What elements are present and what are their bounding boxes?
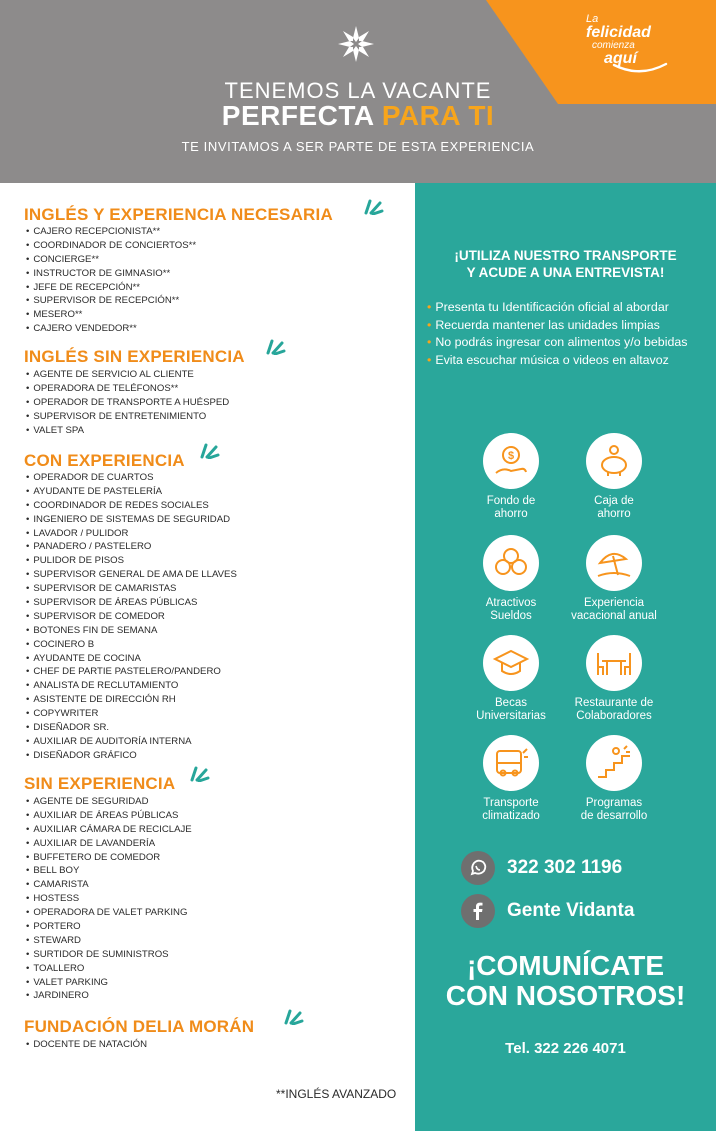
list-item: • INGENIERO DE SISTEMAS DE SEGURIDAD	[26, 513, 237, 527]
benefit-label	[549, 495, 679, 521]
headline-line-2	[0, 100, 716, 132]
tip-item: • Recuerda mantener las unidades limpias	[427, 317, 687, 335]
list-item: • BUFFETERO DE COMEDOR	[26, 851, 192, 865]
tip-item: • No podrás ingresar con alimentos y/o bebidas	[427, 334, 687, 352]
benefit-circle	[586, 433, 642, 489]
benefit-label	[549, 597, 679, 623]
tip-item: • Evita escuchar música o videos en altavoz	[427, 352, 687, 370]
whatsapp-number: 322 302 1196	[507, 857, 623, 878]
list-item: • TOALLERO	[26, 962, 192, 976]
facebook-icon	[461, 894, 495, 928]
list-con-experiencia	[26, 471, 237, 763]
transport-title	[415, 247, 716, 281]
headline-perfecta: PERFECTA	[221, 100, 374, 131]
cta-comunicate	[415, 951, 716, 1011]
header-banner	[0, 0, 716, 183]
benefit-label-line-1: Atractivos	[485, 597, 537, 609]
list-item: • ANALISTA DE RECLUTAMIENTO	[26, 679, 237, 693]
benefit-circle	[483, 735, 539, 791]
benefit-caja-ahorro	[549, 433, 679, 521]
list-item: • COPYWRITER	[26, 707, 237, 721]
list-item: • OPERADORA DE TELÉFONOS**	[26, 382, 229, 396]
list-item: • COORDINADOR DE CONCIERTOS**	[26, 239, 196, 253]
stairs-growth-icon	[594, 743, 634, 783]
bus-icon	[491, 743, 531, 783]
section-title-fundacion: FUNDACIÓN DELIA MORÁN	[24, 1017, 255, 1036]
cta-line-2: CON NOSOTROS!	[445, 980, 686, 1011]
coins-icon	[491, 543, 531, 583]
transport-title-line-1: ¡UTILIZA NUESTRO TRANSPORTE	[454, 248, 677, 263]
list-item: • OPERADOR DE TRANSPORTE A HUÉSPED	[26, 396, 229, 410]
facebook-contact[interactable]	[461, 894, 634, 928]
benefit-label-line-1: Caja de	[594, 495, 634, 507]
transport-tips	[427, 299, 687, 369]
list-item: • DISEÑADOR SR.	[26, 721, 237, 735]
benefit-label-line-2: ahorro	[597, 508, 631, 520]
list-item: • CHEF DE PARTIE PASTELERO/PANDERO	[26, 665, 237, 679]
benefit-label-line-2: Sueldos	[490, 610, 532, 622]
footnote-ingles-avanzado: **INGLÉS AVANZADO	[276, 1087, 397, 1101]
list-item: • PULIDOR DE PISOS	[26, 554, 237, 568]
slogan-word-2: felicidad	[586, 24, 651, 41]
list-item: • DOCENTE DE NATACIÓN	[26, 1038, 147, 1052]
list-sin-experiencia	[26, 795, 192, 1003]
dining-table-icon	[594, 643, 634, 683]
list-item: • PORTERO	[26, 920, 192, 934]
section-title-ingles-sin-experiencia: INGLÉS SIN EXPERIENCIA	[24, 347, 245, 366]
list-item: • OPERADOR DE CUARTOS	[26, 471, 237, 485]
list-item: • JARDINERO	[26, 989, 192, 1003]
list-item: • AGENTE DE SERVICIO AL CLIENTE	[26, 368, 229, 382]
benefit-label-line-1: Restaurante de	[574, 697, 654, 709]
benefit-circle	[483, 433, 539, 489]
slogan-felicidad	[586, 14, 651, 67]
section-title-sin-experiencia: SIN EXPERIENCIA	[24, 774, 176, 793]
list-item: • ASISTENTE DE DIRECCIÓN RH	[26, 693, 237, 707]
benefit-programas	[549, 735, 679, 823]
list-item: • LAVADOR / PULIDOR	[26, 527, 237, 541]
benefit-circle	[483, 635, 539, 691]
list-item: • SUPERVISOR GENERAL DE AMA DE LLAVES	[26, 568, 237, 582]
benefit-label	[549, 797, 679, 823]
list-item: • CONCIERGE**	[26, 253, 196, 267]
list-ingles-sin-experiencia	[26, 368, 229, 437]
benefit-label-line-2: Universitarias	[476, 710, 546, 722]
smile-swoosh-icon	[612, 62, 668, 76]
transport-title-line-2: Y ACUDE A UNA ENTREVISTA!	[466, 265, 665, 280]
facebook-page: Gente Vidanta	[507, 900, 635, 921]
beach-umbrella-icon	[594, 543, 634, 583]
benefit-label-line-1: Experiencia	[583, 597, 645, 609]
benefit-label-line-2: vacacional anual	[571, 610, 657, 622]
list-item: • SUPERVISOR DE CAMARISTAS	[26, 582, 237, 596]
list-item: • DISEÑADOR GRÁFICO	[26, 749, 237, 763]
benefit-vacacional	[549, 535, 679, 623]
list-item: • INSTRUCTOR DE GIMNASIO**	[26, 267, 196, 281]
headline-invitation: TE INVITAMOS A SER PARTE DE ESTA EXPERIENCIA	[181, 139, 535, 154]
benefit-label	[549, 697, 679, 723]
list-item: • AYUDANTE DE PASTELERÍA	[26, 485, 237, 499]
benefit-circle	[586, 535, 642, 591]
list-item: • VALET PARKING	[26, 976, 192, 990]
section-title-con-experiencia: CON EXPERIENCIA	[24, 451, 185, 470]
list-item: • SUPERVISOR DE COMEDOR	[26, 610, 237, 624]
benefit-label-line-2: ahorro	[494, 508, 528, 520]
list-item: • CAJERO VENDEDOR**	[26, 322, 196, 336]
svg-text:$: $	[507, 450, 515, 462]
slogan-word-4: aquí	[604, 50, 637, 67]
piggy-bank-icon	[594, 441, 634, 481]
benefit-circle	[483, 535, 539, 591]
list-item: • COCINERO B	[26, 638, 237, 652]
flower-logo-icon	[334, 22, 378, 66]
benefit-label-line-1: Becas	[495, 697, 527, 709]
list-item: • HOSTESS	[26, 892, 192, 906]
list-item: • AUXILIAR CÁMARA DE RECICLAJE	[26, 823, 192, 837]
list-item: • STEWARD	[26, 934, 192, 948]
list-item: • MESERO**	[26, 308, 196, 322]
list-item: • CAMARISTA	[26, 878, 192, 892]
hand-coin-icon	[491, 441, 531, 481]
list-item: • JEFE DE RECEPCIÓN**	[26, 281, 196, 295]
slogan-word-3: comienza	[592, 40, 635, 51]
benefit-circle	[586, 735, 642, 791]
whatsapp-contact[interactable]	[461, 851, 622, 885]
list-ingles-experiencia	[26, 225, 196, 336]
sparkle-icon	[362, 195, 384, 215]
benefit-label-line-2: climatizado	[482, 810, 540, 822]
benefit-circle	[586, 635, 642, 691]
list-item: • COORDINADOR DE REDES SOCIALES	[26, 499, 237, 513]
sparkle-icon	[264, 335, 286, 355]
vacancies-column	[0, 183, 415, 1131]
graduation-cap-icon	[491, 643, 531, 683]
benefit-label-line-2: Colaboradores	[576, 710, 652, 722]
list-item: • AUXILIAR DE LAVANDERÍA	[26, 837, 192, 851]
list-item: • SURTIDOR DE SUMINISTROS	[26, 948, 192, 962]
list-item: • CAJERO RECEPCIONISTA**	[26, 225, 196, 239]
section-title-ingles-experiencia: INGLÉS Y EXPERIENCIA NECESARIA	[24, 205, 333, 224]
list-item: • AUXILIAR DE ÁREAS PÚBLICAS	[26, 809, 192, 823]
whatsapp-icon	[461, 851, 495, 885]
list-item: • PANADERO / PASTELERO	[26, 540, 237, 554]
list-item: • AUXILIAR DE AUDITORÍA INTERNA	[26, 735, 237, 749]
tip-item: • Presenta tu Identificación oficial al abordar	[427, 299, 687, 317]
benefit-label-line-1: Fondo de	[486, 495, 536, 507]
headline-para-ti: PARA TI	[381, 100, 495, 131]
sparkle-icon	[188, 762, 210, 782]
list-item: • VALET SPA	[26, 424, 229, 438]
headline-line-1: TENEMOS LA VACANTE	[224, 78, 492, 103]
slogan-word-1: La	[586, 13, 599, 25]
list-item: • SUPERVISOR DE ÁREAS PÚBLICAS	[26, 596, 237, 610]
benefit-label-line-2: de desarrollo	[580, 810, 648, 822]
list-item: • SUPERVISOR DE RECEPCIÓN**	[26, 294, 196, 308]
list-item: • BOTONES FIN DE SEMANA	[26, 624, 237, 638]
sparkle-icon	[198, 439, 220, 459]
sparkle-icon	[282, 1005, 304, 1025]
list-item: • AGENTE DE SEGURIDAD	[26, 795, 192, 809]
phone-number: Tel. 322 226 4071	[505, 1040, 626, 1057]
list-fundacion	[26, 1038, 147, 1052]
cta-line-1: ¡COMUNÍCATE	[466, 950, 664, 981]
list-item: • OPERADORA DE VALET PARKING	[26, 906, 192, 920]
list-item: • BELL BOY	[26, 864, 192, 878]
benefit-label-line-1: Transporte	[483, 797, 539, 809]
list-item: • SUPERVISOR DE ENTRETENIMIENTO	[26, 410, 229, 424]
benefit-restaurante	[549, 635, 679, 723]
list-item: • AYUDANTE DE COCINA	[26, 652, 237, 666]
benefit-label-line-1: Programas	[585, 797, 643, 809]
benefits-column	[415, 183, 716, 1131]
